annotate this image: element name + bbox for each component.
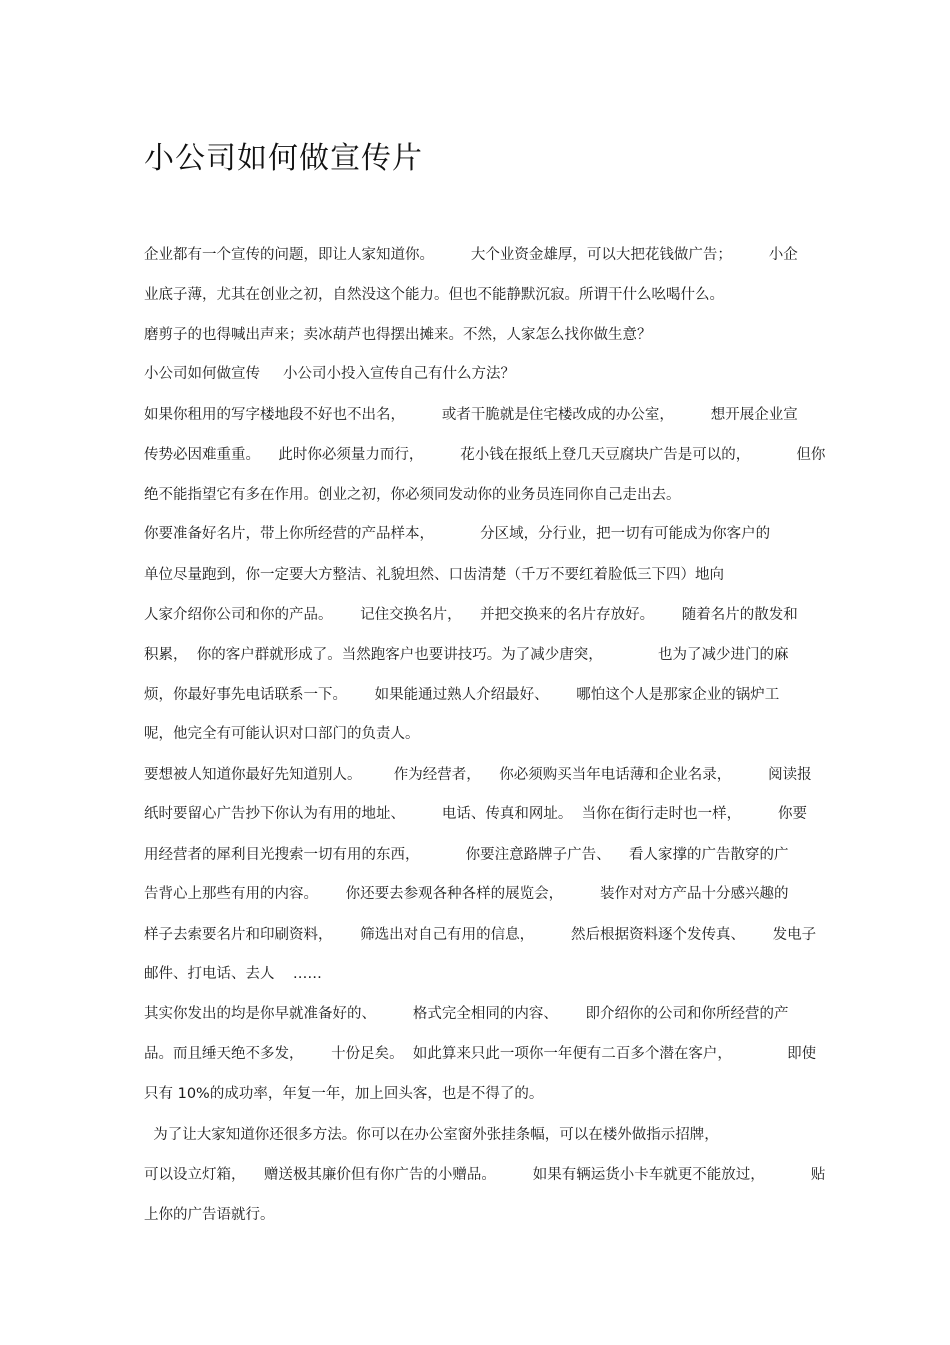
body-line: 传势必因难重重。 此时你必须量力而行， 花小钱在报纸上登几天豆腐块广告是可以的， 但你 (144, 447, 826, 463)
body-line: 积累， 你的客户群就形成了。当然跑客户也要讲技巧。为了减少唐突， 也为了减少进门的麻 (144, 647, 789, 663)
body-line: 磨剪子的也得喊出声来；卖冰葫芦也得摆出摊来。不然，人家怎么找你做生意？ (144, 327, 652, 343)
body-line: 你要准备好名片，带上你所经营的产品样本， 分区域，分行业，把一切有可能成为你客户的 (144, 526, 771, 542)
body-line: 上你的广告语就行。 (144, 1207, 275, 1223)
body-line: 小公司如何做宣传 小公司小投入宣传自己有什么方法？ (144, 366, 516, 382)
body-line: 如果你租用的写字楼地段不好也不出名， 或者干脆就是住宅楼改成的办公室， 想开展企业宣 (144, 407, 798, 423)
body-line: 用经营者的犀利目光搜索一切有用的东西， 你要注意路牌子广告、 看人家撑的广告散穿的广 (144, 847, 789, 863)
body-line: 绝不能指望它有多在作用。创业之初，你必须同发动你的业务员连同你自己走出去。 (144, 487, 681, 503)
body-line: 人家介绍你公司和你的产品。 记住交换名片， 并把交换来的名片存放好。 随着名片的散发和 (144, 607, 798, 623)
body-line: 其实你发出的均是你早就准备好的、 格式完全相同的内容、 即介绍你的公司和你所经营的产 (144, 1006, 789, 1022)
body-line: 单位尽量跑到，你一定要大方整洁、礼貌坦然、口齿清楚（千万不要红着脸低三下四）地向 (144, 567, 724, 583)
body-line: 要想被人知道你最好先知道别人。 作为经营者， 你必须购买当年电话薄和企业名录， 阅读报 (144, 767, 812, 783)
body-line: 呢，他完全有可能认识对口部门的负责人。 (144, 726, 420, 742)
document-title: 小公司如何做宣传片 (144, 141, 423, 176)
body-line: 企业都有一个宣传的问题，即让人家知道你。 大个业资金雄厚，可以大把花钱做广告； 小企 (144, 247, 798, 263)
body-line: 告背心上那些有用的内容。 你还要去参观各种各样的展览会， 装作对对方产品十分感兴趣的 (144, 886, 789, 902)
body-line: 纸时要留心广告抄下你认为有用的地址、 电话、传真和网址。 当你在街行走时也一样， 你要 (144, 806, 807, 822)
body-line: 业底子薄，尤其在创业之初，自然没这个能力。但也不能静默沉寂。所谓干什么吆喝什么。 (144, 287, 724, 303)
body-line: 只有 10%的成功率，年复一年，加上回头客，也是不得了的。 (144, 1086, 544, 1102)
body-line: 为了让大家知道你还很多方法。你可以在办公室窗外张挂条幅，可以在楼外做指示招牌， (144, 1127, 719, 1143)
body-line: 邮件、打电话、去人 …… (144, 966, 322, 982)
body-line: 烦，你最好事先电话联系一下。 如果能通过熟人介绍最好、 哪怕这个人是那家企业的锅炉工 (144, 687, 780, 703)
body-line: 样子去索要名片和印刷资料， 筛选出对自己有用的信息， 然后根据资料逐个发传真、 发电子 (144, 927, 817, 943)
body-line: 品。而且缍天绝不多发， 十份足矣。 如此算来只此一项你一年便有二百多个潜在客户， 即使 (144, 1046, 817, 1062)
body-line: 可以设立灯箱， 赠送极其廉价但有你广告的小赠品。 如果有辆运货小卡车就更不能放过， 贴 (144, 1167, 826, 1183)
